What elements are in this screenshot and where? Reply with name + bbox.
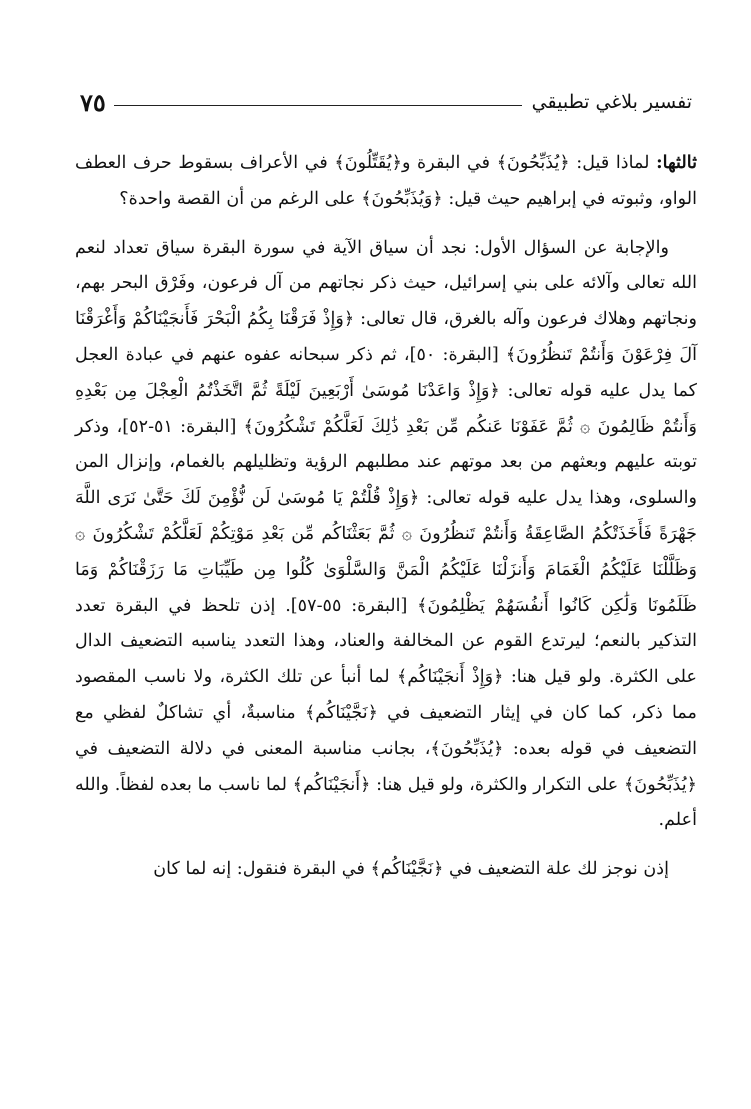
paragraph-text: لماذا قيل: ﴿يُذَبِّحُونَ﴾ في البقرة و﴿يُقَتِّلُونَ﴾ في الأعراف بسقوط حرف العطف الواو، وثبوته في إبراهيم حيث قيل: ﴿وَيُذَبِّحُونَ﴾ على الرغم من أن القصة واحدة؟ <box>75 153 697 209</box>
paragraph-summary <box>75 852 697 888</box>
paragraph-lead: ثالثها: <box>656 152 697 173</box>
header-rule <box>114 105 522 106</box>
paragraph-third-question <box>75 145 697 218</box>
page-header <box>80 82 692 122</box>
body-text <box>75 145 697 901</box>
paragraph-answer <box>75 231 697 840</box>
paragraph-text: والإجابة عن السؤال الأول: نجد أن سياق الآية في سورة البقرة سياق تعداد لنعم الله تعالى وآلائه على بني إسرائيل، حيث ذكر نجاتهم من آل فرعون، وفَرْق البحر بهم، ونجاتهم وهلاك فرعون وآله بالغرق، قال تعالى: ﴿وَإِذْ فَرَقْنَا بِكُمُ الْبَحْرَ فَأَنجَيْنَاكُمْ وَأَغْرَقْنَا آلَ فِرْعَوْنَ وَأَنتُمْ تَنظُرُونَ﴾ [البقرة: ٥٠]، ثم ذكر سبحانه عفوه عنهم في عبادة العجل كما يدل عليه قوله تعالى: ﴿وَإِذْ وَاعَدْنَا مُوسَىٰ أَرْبَعِينَ لَيْلَةً ثُمَّ اتَّخَذْتُمُ الْعِجْلَ مِن بَعْدِهِ وَأَنتُمْ ظَالِمُونَ ۞ ثُمَّ عَفَوْنَا عَنكُم مِّن بَعْدِ ذَٰلِكَ لَعَلَّكُمْ تَشْكُرُونَ﴾ [البقرة: ٥١-٥٢]، وذكر توبته عليهم وبعثهم من بعد موتهم عند مطلبهم الرؤية وتظليلهم بالغمام، وإنزال المن والسلوى، وهذا يدل عليه قوله تعالى: ﴿وَإِذْ قُلْتُمْ يَا مُوسَىٰ لَن نُّؤْمِنَ لَكَ حَتَّىٰ نَرَى اللَّهَ جَهْرَةً فَأَخَذَتْكُمُ الصَّاعِقَةُ وَأَنتُمْ تَنظُرُونَ ۞ ثُمَّ بَعَثْنَاكُم مِّن بَعْدِ مَوْتِكُمْ لَعَلَّكُمْ تَشْكُرُونَ ۞ وَظَلَّلْنَا عَلَيْكُمُ الْغَمَامَ وَأَنزَلْنَا عَلَيْكُمُ الْمَنَّ وَالسَّلْوَىٰ كُلُوا مِن طَيِّبَاتِ مَا رَزَقْنَاكُمْ وَمَا ظَلَمُونَا وَلَٰكِن كَانُوا أَنفُسَهُمْ يَظْلِمُونَ﴾ [البقرة: ٥٥-٥٧]. إذن تلحظ في البقرة تعدد التذكير بالنعم؛ ليرتدع القوم عن المخالفة والعناد، وهذا التعدد يناسبه التضعيف الدال على الكثرة. ولو قيل هنا: ﴿وَإِذْ أَنجَيْنَاكُم﴾ لما أنبأ عن تلك الكثرة، ولا ناسب المقصود مما ذكر، كما كان في إيثار التضعيف في ﴿نَجَّيْنَاكُم﴾ مناسبةٌ، أي تشاكلٌ لفظي مع التضعيف في قوله بعده: ﴿يُذَبِّحُونَ﴾، بجانب مناسبة المعنى في دلالة التضعيف في ﴿يُذَبِّحُونَ﴾ على التكرار والكثرة، ولو قيل هنا: ﴿أَنجَيْنَاكُم﴾ لما ناسب ما بعده لفظاً. والله أعلم. <box>75 237 697 831</box>
running-title: تفسير بلاغي تطبيقي <box>531 91 692 113</box>
page-number: ٧٥ <box>80 87 106 117</box>
paragraph-text: إذن نوجز لك علة التضعيف في ﴿نَجَّيْنَاكُم﴾ في البقرة فنقول: إنه لما كان <box>153 859 669 880</box>
